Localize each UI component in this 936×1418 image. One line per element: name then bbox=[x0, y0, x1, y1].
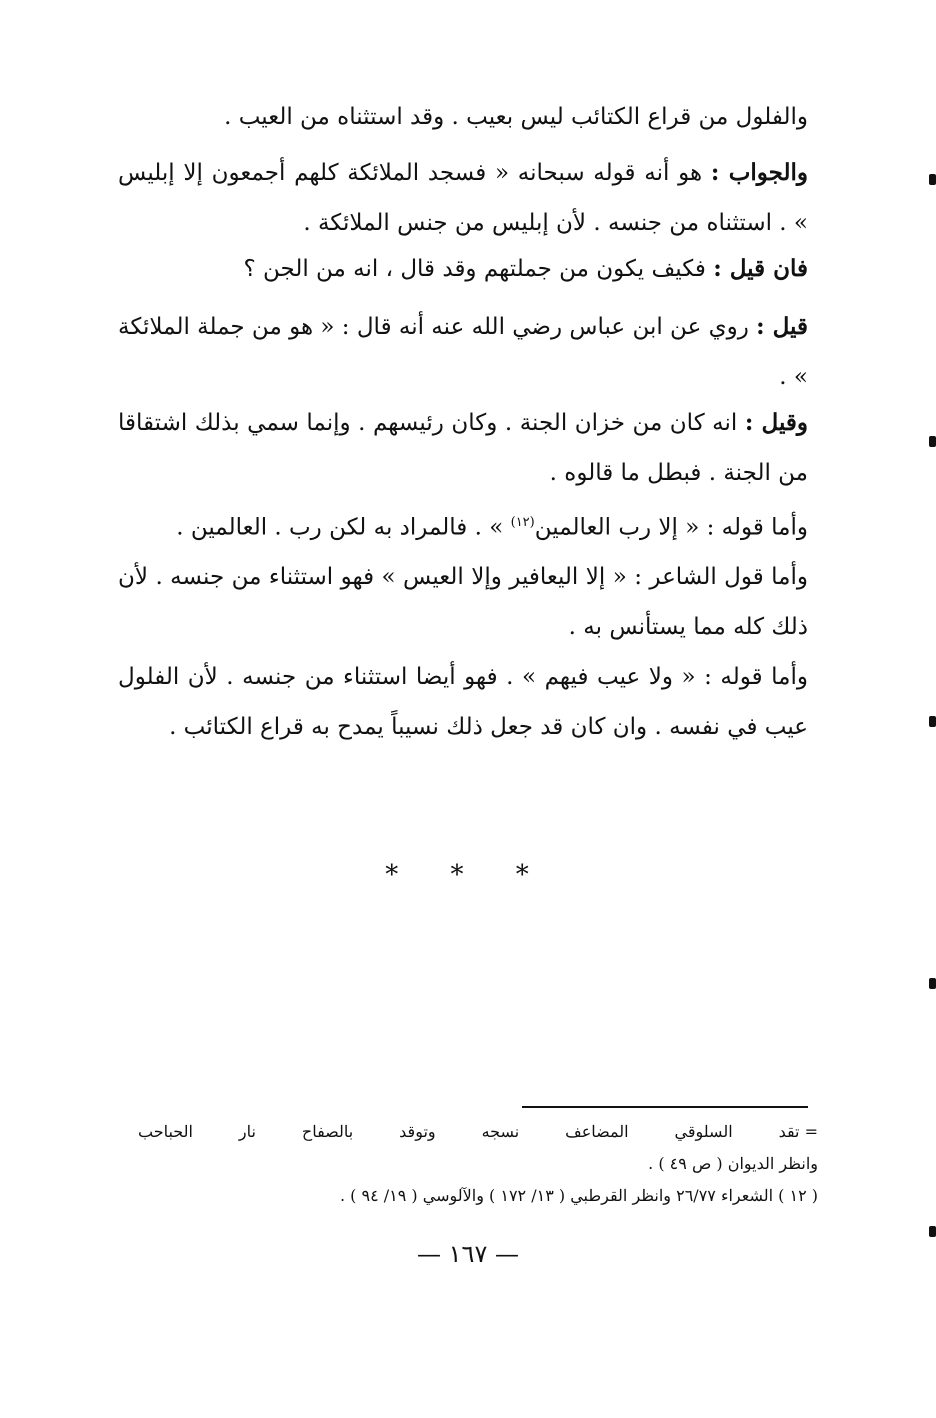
verse-word: بالصفاح bbox=[301, 1122, 354, 1141]
paragraph-text: روي عن ابن عباس رضي الله عنه أنه قال : « هو من جملة الملائكة » . bbox=[118, 314, 808, 390]
paragraph bbox=[118, 244, 808, 294]
paragraph-text: وأما قوله : « إلا رب العالمين bbox=[534, 514, 808, 541]
paragraph-text: » . فالمراد به لكن رب . العالمين . bbox=[176, 514, 511, 541]
verse-word: المضاعف bbox=[565, 1122, 629, 1141]
paragraph-text: والفلول من قراع الكتائب ليس بعيب . وقد استثناه من العيب . bbox=[224, 104, 808, 130]
paragraph-lead: فان قيل : bbox=[713, 255, 808, 282]
paragraph-text: وأما قوله : « ولا عيب فيهم » . فهو أيضا استثناء من جنسه . لأن الفلول عيب في نفسه . وان كان قد جعل ذلك نسيباً يمدح به قراع الكتائب . bbox=[118, 664, 808, 740]
verse-word: = تقد bbox=[778, 1122, 818, 1141]
paragraph bbox=[118, 498, 808, 553]
paragraph-text: انه كان من خزان الجنة . وكان رئيسهم . وإنما سمي بذلك اشتقاقا من الجنة . فبطل ما قالوه . bbox=[118, 410, 808, 486]
paragraph-text: وأما قول الشاعر : « إلا اليعافير وإلا العيس » فهو استثناء من جنسه . لأن ذلك كله مما يستأنس به . bbox=[118, 564, 808, 640]
page-number: — ١٦٧ — bbox=[417, 1240, 519, 1268]
paragraph bbox=[118, 302, 808, 402]
footnote-line: وانظر الديوان ( ص ٤٩ ) . bbox=[648, 1154, 818, 1173]
paragraph bbox=[118, 398, 808, 498]
margin-mark bbox=[929, 174, 936, 185]
paragraph bbox=[118, 148, 808, 248]
verse-word: نار bbox=[238, 1122, 256, 1141]
footnote-ref: (١٢) bbox=[510, 515, 535, 530]
footnote-verse bbox=[138, 1122, 818, 1141]
verse-word: الحباحب bbox=[138, 1122, 193, 1141]
margin-mark bbox=[929, 978, 936, 989]
paragraph-text: فكيف يكون من جملتهم وقد قال ، انه من الجن ؟ bbox=[243, 256, 714, 282]
paragraph bbox=[118, 92, 808, 142]
margin-mark bbox=[929, 436, 936, 447]
paragraph-lead: وقيل : bbox=[744, 409, 808, 436]
paragraph-lead: قيل : bbox=[756, 313, 808, 340]
footnote-line: ( ١٢ ) الشعراء ٢٦/٧٧ وانظر القرطبي ( ١٣/ ١٧٢ ) والآلوسي ( ١٩/ ٩٤ ) . bbox=[339, 1186, 818, 1205]
paragraph-lead: والجواب : bbox=[710, 159, 808, 186]
paragraph bbox=[118, 552, 808, 652]
paragraph-text: هو أنه قوله سبحانه « فسجد الملائكة كلهم أجمعون إلا إبليس » . استثناه من جنسه . لأن إبليس من جنس الملائكة . bbox=[118, 160, 808, 236]
footnote-divider bbox=[522, 1106, 808, 1108]
paragraph bbox=[118, 652, 808, 752]
margin-mark bbox=[929, 1226, 936, 1237]
verse-word: نسجه bbox=[481, 1122, 520, 1141]
verse-word: وتوقد bbox=[399, 1122, 436, 1141]
margin-mark bbox=[929, 716, 936, 727]
section-separator: * * * bbox=[385, 860, 551, 890]
verse-word: السلوقي bbox=[674, 1122, 733, 1141]
